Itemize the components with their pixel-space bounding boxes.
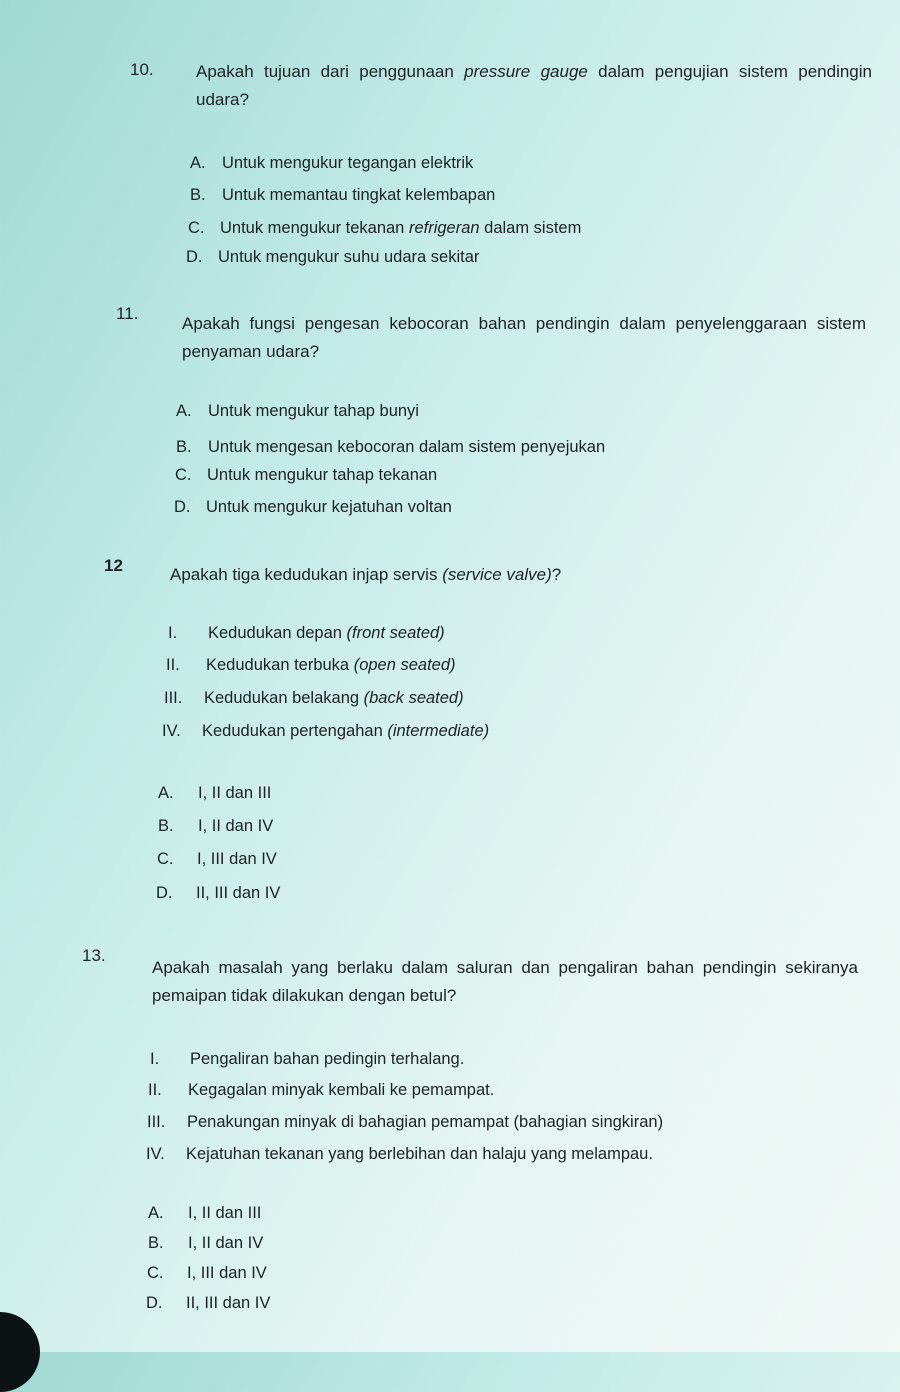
- question-13-item-iii: III. Penakungan minyak di bahagian pemampat (bahagian singkiran): [147, 1113, 664, 1131]
- photo-corner-shadow: [0, 1312, 40, 1392]
- question-12-number: 12: [104, 556, 123, 575]
- question-11-number: 11.: [116, 304, 139, 323]
- question-12-option-b[interactable]: B. I, II dan IV: [158, 817, 274, 835]
- question-11-option-a[interactable]: A. Untuk mengukur tahap bunyi: [176, 402, 419, 420]
- question-10-option-b[interactable]: B. Untuk memantau tingkat kelembapan: [190, 186, 496, 204]
- question-13-item-i: I. Pengaliran bahan pedingin terhalang.: [150, 1050, 465, 1068]
- question-12-item-iii: III. Kedudukan belakang (back seated): [164, 689, 464, 707]
- question-10-stem: Apakah tujuan dari penggunaan pressure gauge dalam pengujian sistem pendingin udara?: [196, 62, 872, 109]
- question-11-option-d[interactable]: D. Untuk mengukur kejatuhan voltan: [174, 498, 452, 516]
- question-10-option-a[interactable]: A. Untuk mengukur tegangan elektrik: [190, 154, 474, 172]
- question-13-item-ii: II. Kegagalan minyak kembali ke pemampat.: [148, 1081, 495, 1099]
- question-12-option-d[interactable]: D. II, III dan IV: [156, 884, 281, 902]
- question-13-number: 13.: [82, 946, 106, 965]
- question-10-option-c[interactable]: C. Untuk mengukur tekanan refrigeran dalam sistem: [188, 219, 582, 237]
- question-12-option-a[interactable]: A. I, II dan III: [158, 784, 272, 802]
- question-12-item-iv: IV. Kedudukan pertengahan (intermediate): [162, 722, 490, 740]
- question-11-stem: Apakah fungsi pengesan kebocoran bahan pendingin dalam penyelenggaraan sistem penyaman udara?: [182, 314, 866, 361]
- question-13-option-a[interactable]: A. I, II dan III: [148, 1204, 262, 1222]
- question-10-number: 10.: [130, 60, 154, 79]
- question-12-item-i: I. Kedudukan depan (front seated): [168, 624, 445, 642]
- question-13-stem: Apakah masalah yang berlaku dalam saluran dan pengaliran bahan pendingin sekiranya pemaipan tidak dilakukan dengan betul?: [152, 958, 858, 1005]
- question-13-option-d[interactable]: D. II, III dan IV: [146, 1294, 271, 1312]
- question-12-option-c[interactable]: C. I, III dan IV: [157, 850, 277, 868]
- question-13-item-iv: IV. Kejatuhan tekanan yang berlebihan dan halaju yang melampau.: [146, 1145, 653, 1163]
- question-13-option-b[interactable]: B. I, II dan IV: [148, 1234, 264, 1252]
- question-13-option-c[interactable]: C. I, III dan IV: [147, 1264, 267, 1282]
- question-11-option-c[interactable]: C. Untuk mengukur tahap tekanan: [175, 466, 438, 484]
- question-12-item-ii: II. Kedudukan terbuka (open seated): [166, 656, 456, 674]
- question-10-option-d[interactable]: D. Untuk mengukur suhu udara sekitar: [186, 248, 480, 266]
- question-11-option-b[interactable]: B. Untuk mengesan kebocoran dalam sistem penyejukan: [176, 438, 606, 456]
- question-12-stem: Apakah tiga kedudukan injap servis (service valve)?: [170, 565, 562, 584]
